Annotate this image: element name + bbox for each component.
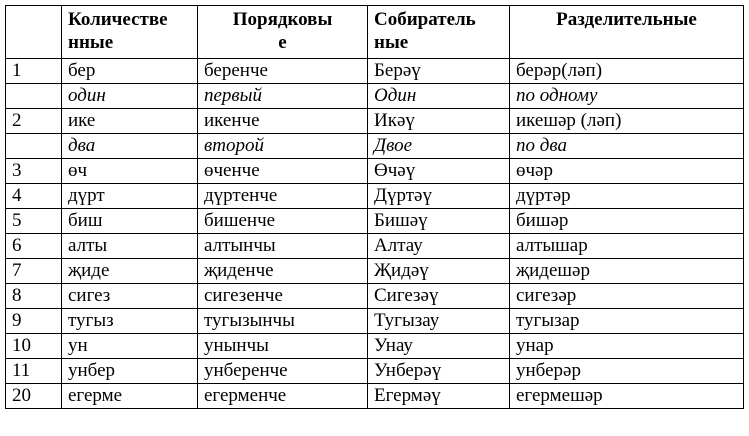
- cell-collective: Двое: [368, 134, 510, 159]
- cell-cardinal: дүрт: [62, 184, 198, 209]
- cell-distributive: по одному: [510, 84, 744, 109]
- cell-num: 6: [6, 234, 62, 259]
- cell-collective: Тугызау: [368, 309, 510, 334]
- cell-cardinal: бер: [62, 59, 198, 84]
- cell-cardinal: биш: [62, 209, 198, 234]
- cell-distributive: бишәр: [510, 209, 744, 234]
- cell-ordinal: икенче: [198, 109, 368, 134]
- cell-num: 8: [6, 284, 62, 309]
- cell-distributive: алтышар: [510, 234, 744, 259]
- cell-distributive: унберәр: [510, 359, 744, 384]
- cell-ordinal: тугызынчы: [198, 309, 368, 334]
- cell-distributive: тугызар: [510, 309, 744, 334]
- cell-collective: Алтау: [368, 234, 510, 259]
- cell-distributive: по два: [510, 134, 744, 159]
- cell-distributive: җидешәр: [510, 259, 744, 284]
- cell-ordinal: унберенче: [198, 359, 368, 384]
- cell-num: 3: [6, 159, 62, 184]
- header-distributive: Разделительные: [510, 6, 744, 59]
- cell-ordinal: егерменче: [198, 384, 368, 409]
- cell-ordinal: первый: [198, 84, 368, 109]
- cell-cardinal: ун: [62, 334, 198, 359]
- cell-cardinal: один: [62, 84, 198, 109]
- cell-cardinal: два: [62, 134, 198, 159]
- cell-collective: Егермәү: [368, 384, 510, 409]
- header-ordinal: Порядковы е: [198, 6, 368, 59]
- cell-ordinal: алтынчы: [198, 234, 368, 259]
- numeral-row: [6, 234, 744, 259]
- cell-collective: Один: [368, 84, 510, 109]
- numeral-row: [6, 384, 744, 409]
- numeral-row: [6, 359, 744, 384]
- gloss-row: [6, 84, 744, 109]
- cell-ordinal: беренче: [198, 59, 368, 84]
- header-collective: Собиратель ные: [368, 6, 510, 59]
- cell-collective: Өчәү: [368, 159, 510, 184]
- cell-collective: Икәү: [368, 109, 510, 134]
- cell-distributive: унар: [510, 334, 744, 359]
- cell-distributive: өчәр: [510, 159, 744, 184]
- numeral-row: [6, 184, 744, 209]
- cell-num: 10: [6, 334, 62, 359]
- numeral-row: [6, 159, 744, 184]
- cell-cardinal: җиде: [62, 259, 198, 284]
- cell-cardinal: тугыз: [62, 309, 198, 334]
- cell-distributive: дүртәр: [510, 184, 744, 209]
- cell-ordinal: сигезенче: [198, 284, 368, 309]
- numeral-row: [6, 284, 744, 309]
- cell-collective: Берәү: [368, 59, 510, 84]
- cell-cardinal: ике: [62, 109, 198, 134]
- cell-ordinal: второй: [198, 134, 368, 159]
- cell-distributive: икешәр (ләп): [510, 109, 744, 134]
- cell-ordinal: унынчы: [198, 334, 368, 359]
- cell-collective: Җидәү: [368, 259, 510, 284]
- cell-num: 2: [6, 109, 62, 134]
- cell-cardinal: өч: [62, 159, 198, 184]
- cell-num: [6, 134, 62, 159]
- header-row: [6, 6, 744, 59]
- cell-cardinal: сигез: [62, 284, 198, 309]
- cell-cardinal: егерме: [62, 384, 198, 409]
- numeral-row: [6, 259, 744, 284]
- cell-collective: Унберәү: [368, 359, 510, 384]
- gloss-row: [6, 134, 744, 159]
- cell-collective: Дүртәү: [368, 184, 510, 209]
- cell-num: 20: [6, 384, 62, 409]
- cell-cardinal: унбер: [62, 359, 198, 384]
- cell-num: 11: [6, 359, 62, 384]
- cell-distributive: егермешәр: [510, 384, 744, 409]
- numerals-table: [5, 5, 744, 409]
- table-body: [6, 59, 744, 409]
- cell-num: [6, 84, 62, 109]
- cell-num: 1: [6, 59, 62, 84]
- numeral-row: [6, 209, 744, 234]
- header-cardinal: Количестве нные: [62, 6, 198, 59]
- cell-num: 4: [6, 184, 62, 209]
- cell-collective: Сигезәү: [368, 284, 510, 309]
- numeral-row: [6, 309, 744, 334]
- cell-collective: Бишәү: [368, 209, 510, 234]
- numeral-row: [6, 59, 744, 84]
- cell-num: 7: [6, 259, 62, 284]
- cell-distributive: берәр(ләп): [510, 59, 744, 84]
- cell-distributive: сигезәр: [510, 284, 744, 309]
- cell-cardinal: алты: [62, 234, 198, 259]
- numeral-row: [6, 109, 744, 134]
- cell-num: 5: [6, 209, 62, 234]
- numeral-row: [6, 334, 744, 359]
- cell-ordinal: җиденче: [198, 259, 368, 284]
- cell-ordinal: дүртенче: [198, 184, 368, 209]
- cell-collective: Унау: [368, 334, 510, 359]
- cell-ordinal: бишенче: [198, 209, 368, 234]
- cell-num: 9: [6, 309, 62, 334]
- cell-ordinal: өченче: [198, 159, 368, 184]
- header-num: [6, 6, 62, 59]
